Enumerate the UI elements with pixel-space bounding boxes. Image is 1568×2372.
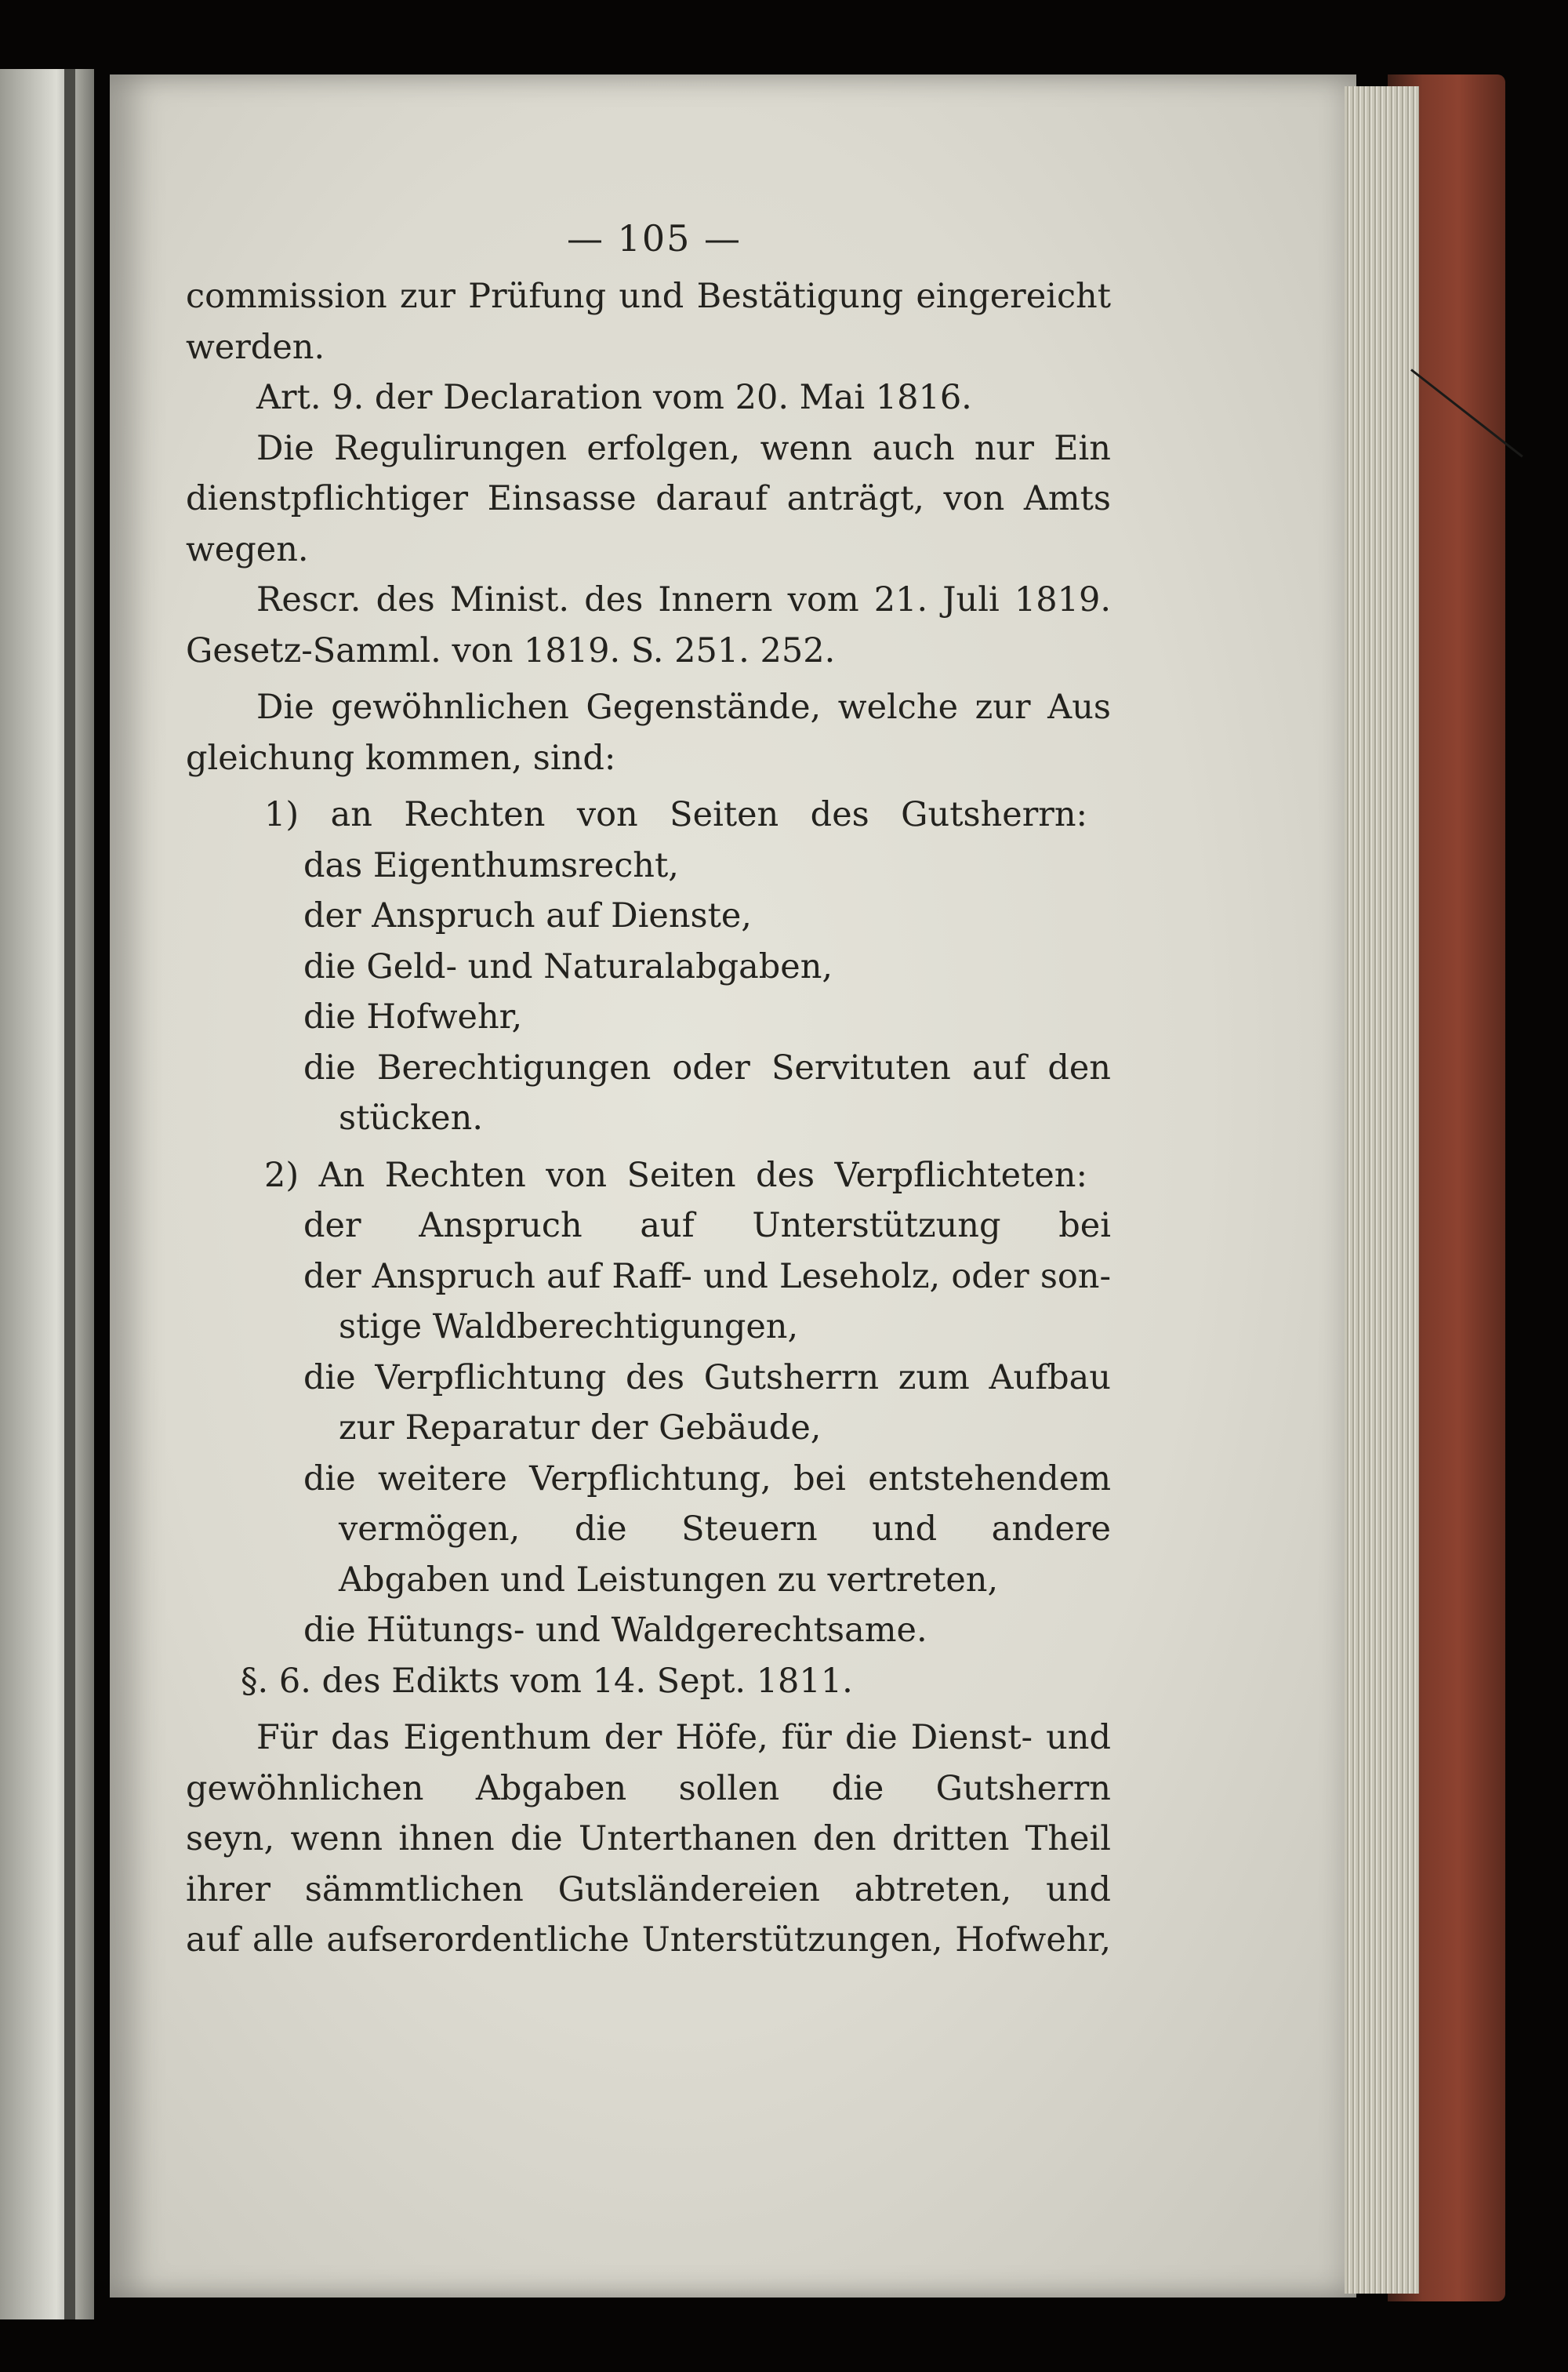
list-item: stücken.: [339, 1099, 483, 1138]
text-line: Für das Eigenthum der Höfe, für die Dienst- und: [256, 1718, 1111, 1757]
list-item: der Anspruch auf Unterstützung bei: [303, 1206, 1111, 1245]
left-page-edge: [0, 69, 94, 2319]
list-item: zur Reparatur der Gebäude,: [339, 1408, 822, 1448]
text-line: Rescr. des Minist. des Innern vom 21. Juli 1819.: [256, 580, 1111, 619]
text-line: Art. 9. der Declaration vom 20. Mai 1816.: [256, 378, 972, 417]
text-line: werden.: [186, 327, 325, 367]
list-item: die Hütungs- und Waldgerechtsame.: [303, 1611, 927, 1650]
list-heading: 2) An Rechten von Seiten des Verpflichteten:: [264, 1155, 1087, 1195]
text-line: gewöhnlichen Abgaben sollen die Gutsherrn: [186, 1768, 1111, 1808]
list-item: das Eigenthumsrecht,: [303, 845, 679, 885]
page-stack-edges: [1345, 86, 1419, 2294]
list-item: der Anspruch auf Raff- und Leseholz, oder son-: [303, 1256, 1111, 1296]
text-line: Die Regulirungen erfolgen, wenn auch nur Ein: [256, 428, 1111, 468]
page-text: [186, 205, 1111, 1966]
text-line: Die gewöhnlichen Gegenstände, welche zur Aus: [256, 688, 1111, 727]
list-item: die Verpflichtung des Gutsherrn zum Aufbau: [303, 1357, 1111, 1397]
text-line: commission zur Prüfung und Bestätigung eingereicht: [186, 277, 1111, 316]
text-line: dienstpflichtiger Einsasse darauf anträgt, von Amts: [186, 479, 1111, 518]
text-line: Gesetz-Samml. von 1819. S. 251. 252.: [186, 630, 836, 670]
text-line: gleichung kommen, sind:: [186, 738, 616, 778]
list-item: die Geld- und Naturalabgaben,: [303, 946, 833, 986]
list-item: die Hofwehr,: [303, 997, 523, 1037]
list-item: die Berechtigungen oder Servituten auf den: [303, 1048, 1111, 1088]
list-item: stige Waldberechtigungen,: [339, 1307, 799, 1346]
page-number: — 105 —: [566, 217, 742, 260]
list-item: der Anspruch auf Dienste,: [303, 896, 752, 935]
text-line: wegen.: [186, 529, 309, 569]
citation: §. 6. des Edikts vom 14. Sept. 1811.: [241, 1661, 853, 1701]
text-line: seyn, wenn ihnen die Unterthanen den dritten Theil: [186, 1819, 1111, 1858]
list-item: die weitere Verpflichtung, bei entstehendem: [303, 1458, 1111, 1498]
list-item: vermögen, die Steuern und andere: [339, 1509, 1111, 1549]
text-line: ihrer sämmtlichen Gutsländereien abtreten, und: [186, 1869, 1111, 1909]
text-line: auf alle aufserordentliche Unterstützungen, Hofwehr,: [186, 1920, 1111, 1960]
list-heading: 1) an Rechten von Seiten des Gutsherrn:: [264, 795, 1087, 834]
list-item: Abgaben und Leistungen zu vertreten,: [339, 1560, 999, 1600]
book-gutter: [64, 69, 75, 2319]
